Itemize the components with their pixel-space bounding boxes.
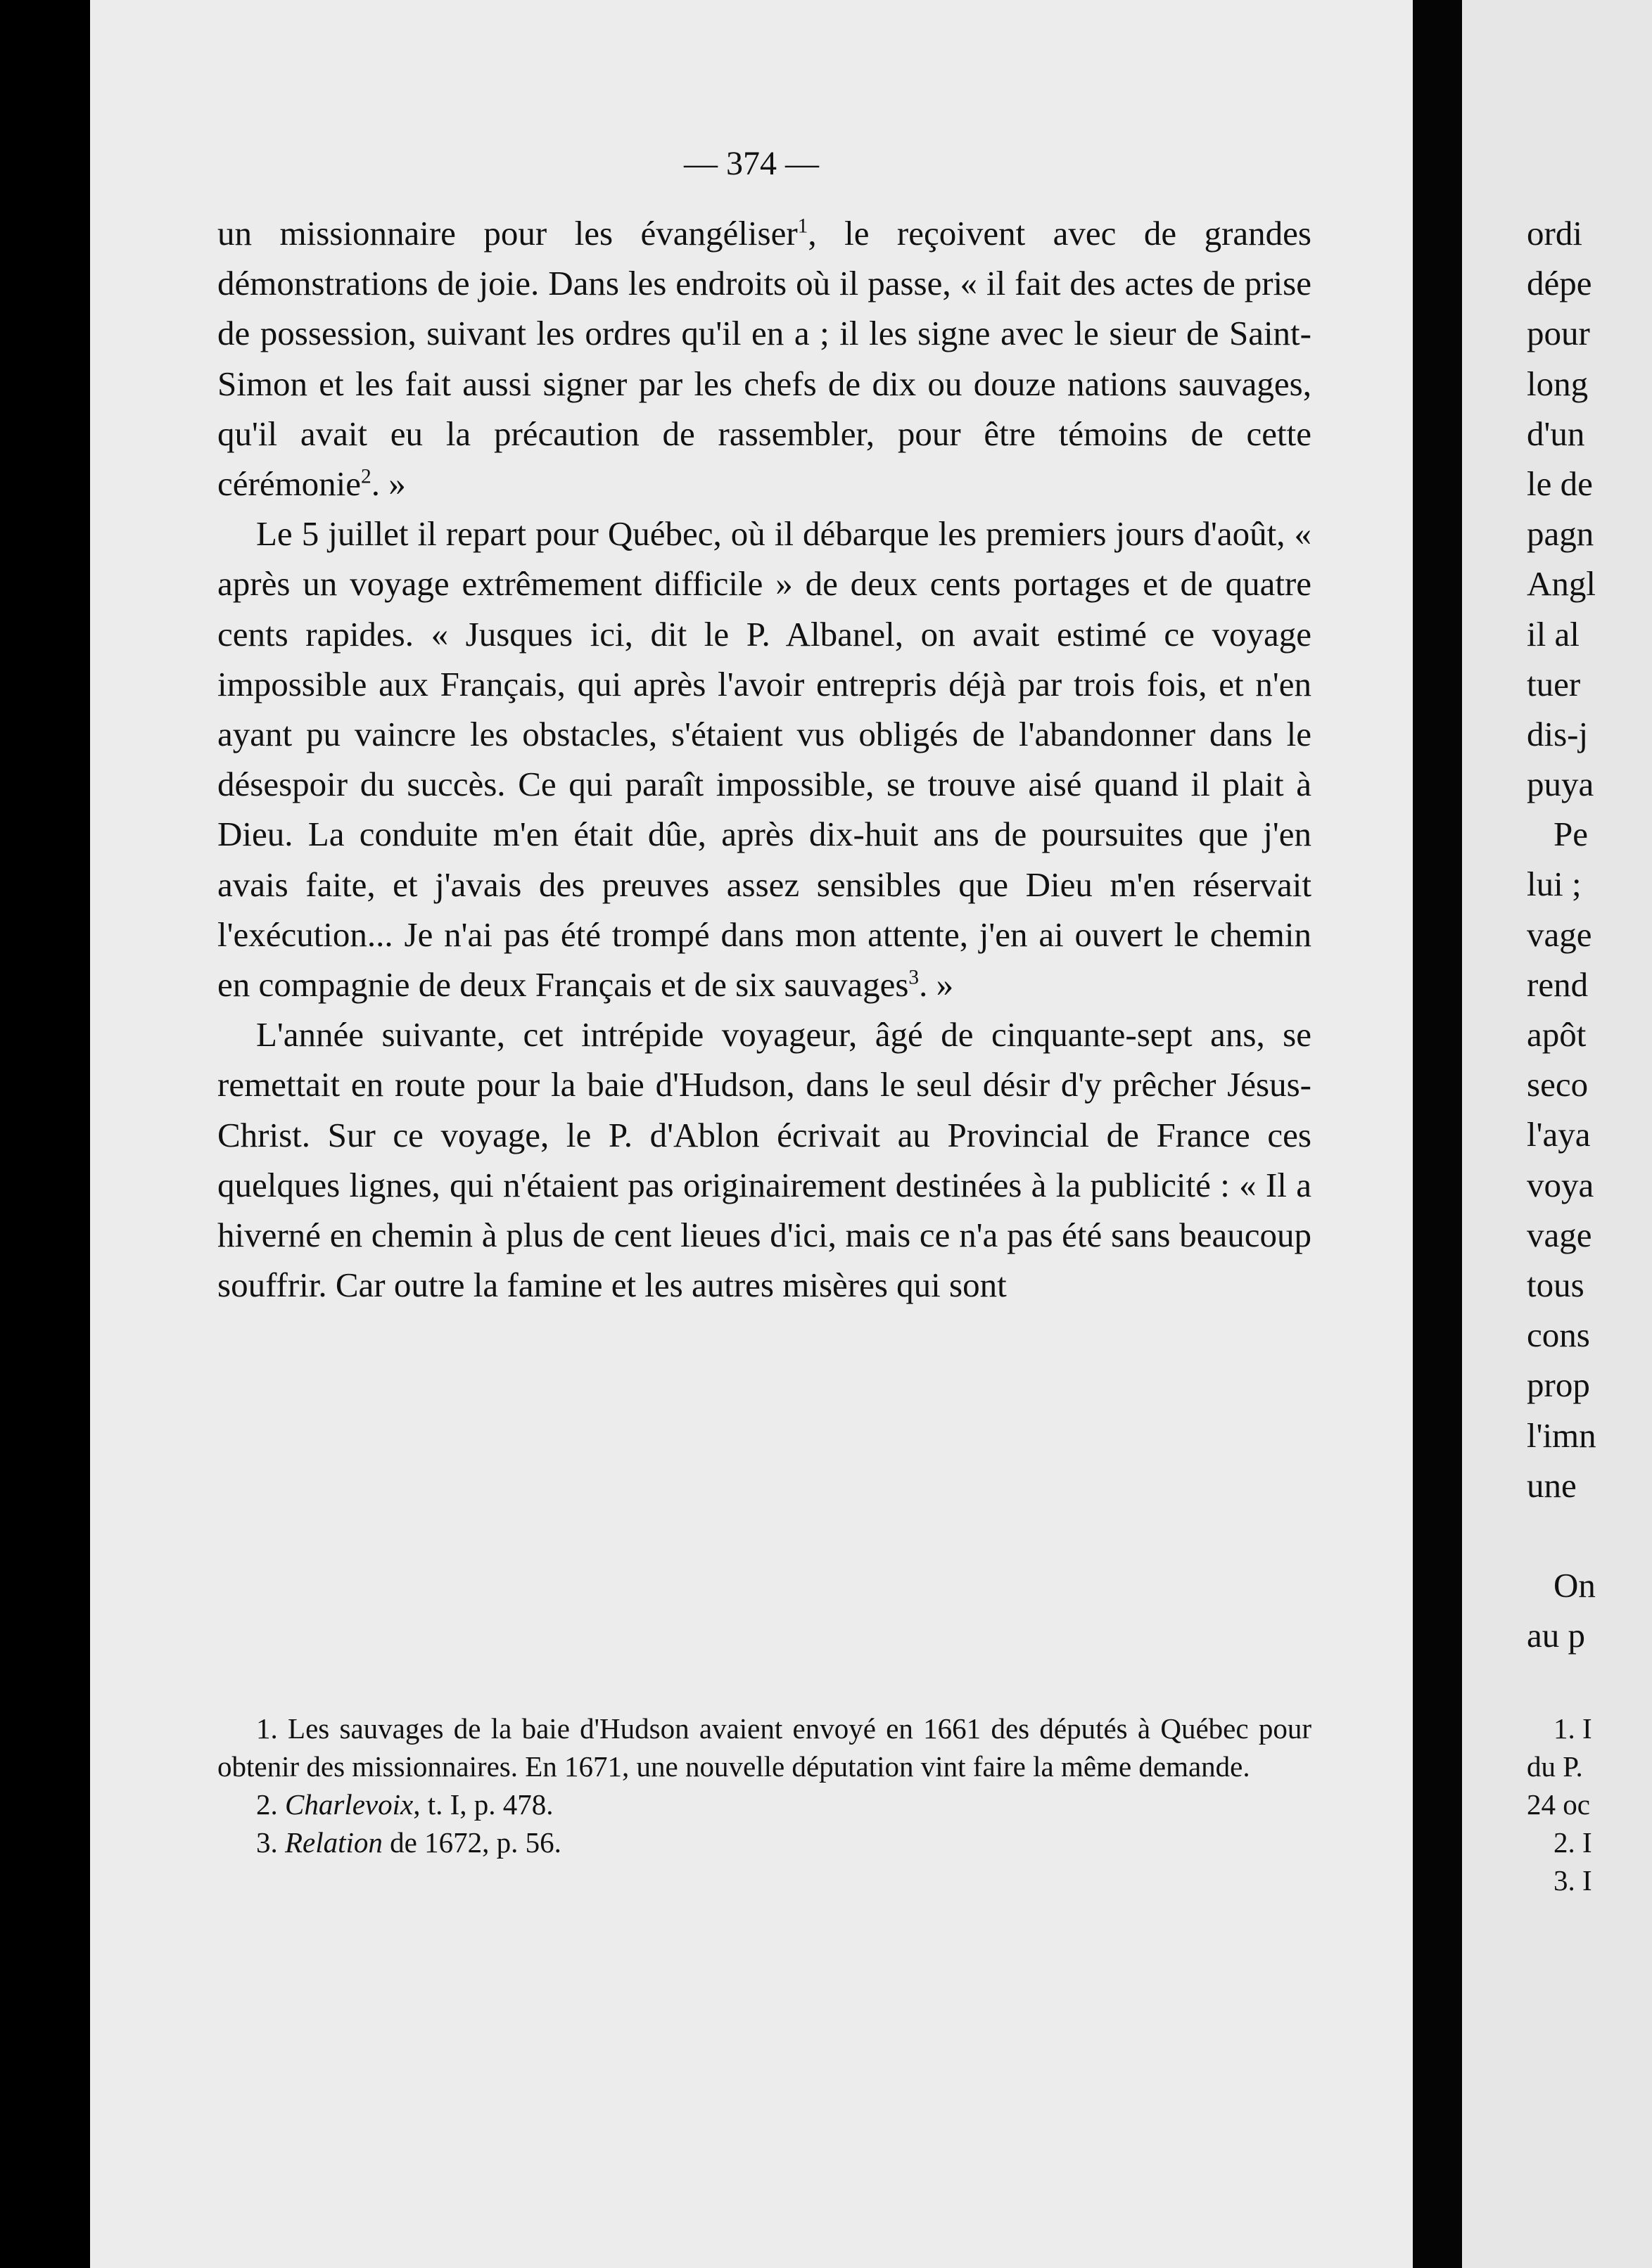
book-gutter xyxy=(1413,0,1462,2268)
facing-page-line: prop xyxy=(1527,1365,1590,1405)
paragraph-2: Le 5 juillet il repart pour Québec, où il débarque les premiers jours d'août, « après un voyage extrêmement difficile » de deux cents portages et de quatre cents rapides. « Jusques ici, dit le P. Albanel, on avait estimé ce voyage impossible aux Français, qui après l'avoir entrepris déjà par trois fois, et n'en ayant pu vaincre les obstacles, s'étaient vus obligés de l'abandonner dans le désespoir du succès. Ce qui paraît impossible, se trouve aisé quand il plait à Dieu. La conduite m'en était dûe, après dix-huit ans de poursuites que j'en avais faite, et j'avais des preuves assez sensibles que Dieu m'en réservait l'exécution... Je n'ai pas été trompé dans mon attente, j'en ai ouvert le chemin en compagnie de deux Français et de six sauvages$^3$. » xyxy=(217,514,1311,1005)
facing-page-line: pagn xyxy=(1527,514,1594,554)
page-number: — 374 — xyxy=(684,145,819,182)
facing-page-line: tuer xyxy=(1527,664,1581,703)
facing-page-line: seco xyxy=(1527,1065,1589,1104)
facing-page-line xyxy=(1527,1510,1652,1560)
facing-page-line: pour xyxy=(1527,314,1590,353)
footnote-ref-3: 3 xyxy=(908,966,920,989)
facing-page-line: long xyxy=(1527,364,1589,403)
footnote-ref-2: 2 xyxy=(361,465,371,488)
footnote-1: 1. Les sauvages de la baie d'Hudson avaient envoyé en 1661 des députés à Québec pour obtenir des missionnaires. En 1671, une nouvelle députation vint faire la même demande. xyxy=(217,1712,1311,1783)
facing-page-line: vage xyxy=(1527,915,1592,954)
footnote-3: 3. Relation de 1672, p. 56. xyxy=(256,1826,561,1859)
facing-page-line: On xyxy=(1553,1566,1596,1605)
facing-page-footnote-line: 1. I xyxy=(1553,1712,1592,1745)
facing-page-line: cons xyxy=(1527,1315,1590,1355)
facing-page-line: ordi xyxy=(1527,214,1582,253)
facing-page-line: dépe xyxy=(1527,264,1592,303)
facing-page-footnotes xyxy=(1527,1709,1652,1899)
facing-page-line: d'un xyxy=(1527,414,1585,453)
paragraph-1: un missionnaire pour les évangéliser$^1$, le reçoivent avec de grandes démonstrations de joie. Dans les endroits où il passe, « il fait des actes de prise de possession, suivant les ordres qu'il en a ; il les signe avec le sieur de Saint-Simon et les fait aussi signer par les chefs de dix ou douze nations sauvages, qu'il avait eu la précaution de rassembler, pour être témoins de cette cérémonie$^2$. » xyxy=(217,214,1312,504)
facing-page-line: vage xyxy=(1527,1215,1592,1254)
facing-page-line: voya xyxy=(1527,1165,1594,1204)
paragraph-3: L'année suivante, cet intrépide voyageur, âgé de cinquante-sept ans, se remettait en route pour la baie d'Hudson, dans le seul désir d'y prêcher Jésus-Christ. Sur ce voyage, le P. d'Ablon écrivait au Provincial de France ces quelques lignes, qui n'étaient pas originairement destinées à la publicité : « Il a hiverné en chemin à plus de cent lieues d'ici, mais ce n'a pas été sans beaucoup souffrir. Car outre la famine et les autres misères qui sont xyxy=(217,1015,1311,1305)
facing-page-line: Angl xyxy=(1527,564,1596,604)
facing-page-line: rend xyxy=(1527,964,1589,1004)
facing-page-footnote-line: 24 oc xyxy=(1527,1788,1590,1821)
facing-page-line: apôt xyxy=(1527,1015,1587,1054)
facing-page-text xyxy=(1527,208,1652,1660)
facing-page-line: lui ; xyxy=(1527,865,1582,904)
facing-page-line: l'aya xyxy=(1527,1115,1591,1154)
footnote-2: 2. Charlevoix, t. I, p. 478. xyxy=(256,1788,554,1821)
facing-page-line: il al xyxy=(1527,614,1580,654)
facing-page-line: puya xyxy=(1527,765,1594,804)
facing-page-footnote-line: 2. I xyxy=(1553,1826,1592,1859)
facing-page-line: au p xyxy=(1527,1616,1585,1655)
footnote-ref-1: 1 xyxy=(797,215,808,238)
facing-page-line: une xyxy=(1527,1465,1577,1505)
footnotes xyxy=(217,1709,1311,1861)
facing-page-line: Pe xyxy=(1553,815,1588,854)
facing-page-footnote-line: 3. I xyxy=(1553,1864,1592,1897)
body-text xyxy=(217,208,1311,1310)
facing-page-footnote-line: du P. xyxy=(1527,1750,1583,1783)
facing-page-line: tous xyxy=(1527,1265,1584,1304)
facing-page-line: l'imn xyxy=(1527,1415,1596,1455)
facing-page-line: le de xyxy=(1527,464,1593,503)
facing-page-line: dis-j xyxy=(1527,714,1589,753)
